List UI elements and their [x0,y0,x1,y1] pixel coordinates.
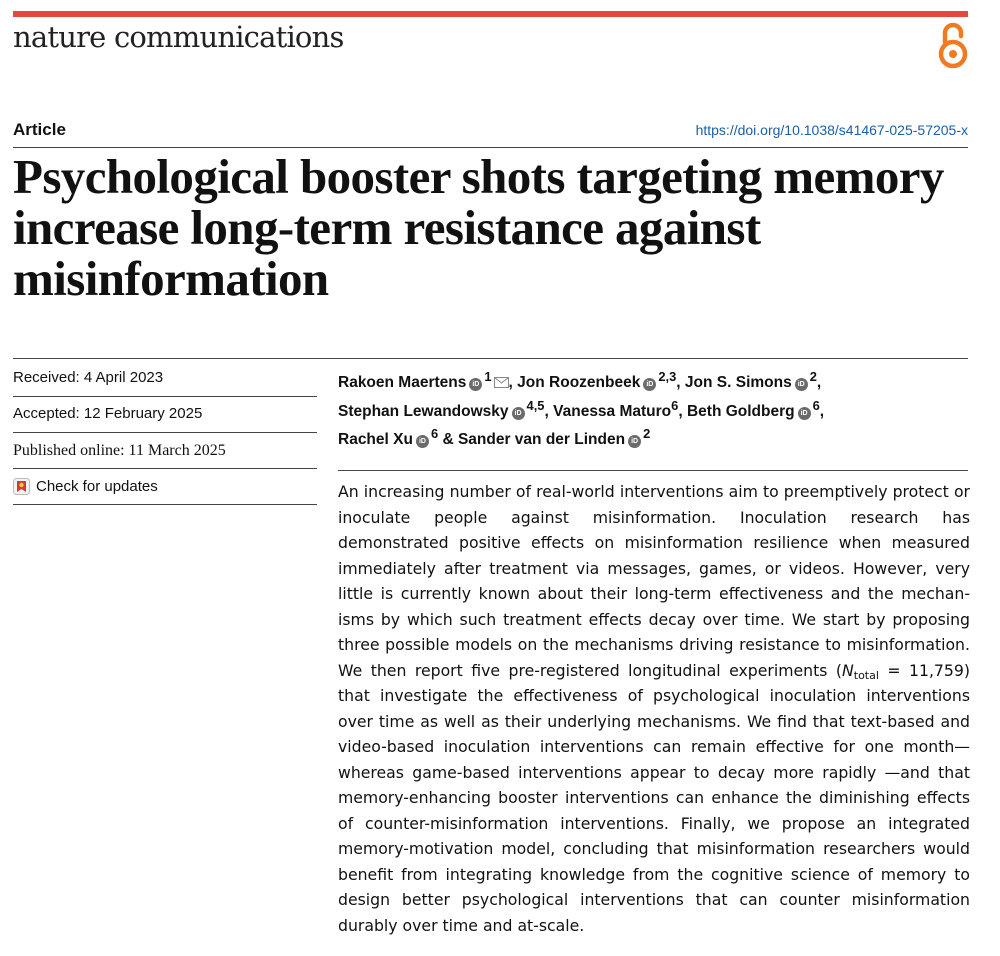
author[interactable]: Vanessa Maturo [553,402,672,420]
journal-name[interactable]: nature communications [13,20,344,54]
author[interactable]: Rachel Xu [338,431,413,449]
published-date: Published online: 11 March 2025 [13,442,226,459]
date-divider [13,396,317,397]
accent-bar [13,11,968,17]
accepted-date: Accepted: 12 February 2025 [13,405,203,422]
article-type: Article [13,120,66,139]
date-divider [13,504,317,505]
abstract: An increasing number of real-world interventions aim to preemptively protect or inoculate people against misinformation. Inoculation research has demonstrated positive effects on misinformation resilience when measured immediately after treatment via messages, games, or videos. However, very little is currently known about their long-term effectiveness and the mechanisms by which such treatment effects decay over time. We start by proposing three possible models on the mechanisms driving resistance to misinformation. We then report five pre-registered longitudinal experiments $(N_{total} = 11,759)$ that investigate the effectiveness of psychological inoculation interventions over time as well as their underlying mechanisms. We find that text-based and video-based inoculation interventions can remain effective for one month—whereas game-based interventions appear to decay more rapidly —and that memory-enhancing booster interventions can enhance the diminishing effects of counter-misinformation interventions. Finally, we propose an integrated memory-motivation model, concluding that misinformation researchers would benefit from integrating knowledge from the cognitive science of memory to design better psychological interventions that can counter misinformation durably over time and at-scale. [338,482,970,935]
orcid-icon[interactable]: iD [628,435,641,448]
orcid-icon[interactable]: iD [512,407,525,420]
date-divider [13,432,317,433]
check-for-updates-button[interactable] [13,478,158,495]
abstract-divider [338,470,968,471]
orcid-icon[interactable]: iD [643,378,656,391]
crossmark-icon [13,478,30,495]
orcid-icon[interactable]: iD [469,378,482,391]
meta-divider [13,358,968,359]
author[interactable]: Beth Goldberg [686,402,795,420]
orcid-icon[interactable]: iD [416,435,429,448]
received-date: Received: 4 April 2023 [13,369,164,386]
header-divider [13,147,968,148]
author[interactable]: Sander van der Linden [457,431,626,449]
open-access-icon [935,20,971,70]
author-list: Rakoen Maertens $iD^1$ , Jon Roozenbeek iD$^{2,3}$, Jon S. Simons $iD^2$, Stephan Lewandowsky iD$^{4,5}$, Vanessa Maturo$^6$, Beth Goldberg $iD^6$, Rachel Xu $iD^6$ & Sander van der Linden $iD^2$ [338,369,825,449]
author[interactable]: Rakoen Maertens [338,374,467,392]
date-divider [13,468,317,469]
email-icon[interactable] [494,377,509,388]
author[interactable]: Jon S. Simons [684,374,792,392]
author[interactable]: Stephan Lewandowsky [338,402,509,420]
article-title: Psychological booster shots targeting memory increase long-term resistance against misinformation [13,149,944,306]
check-updates-label: Check for updates [36,478,158,495]
author[interactable]: Jon Roozenbeek [517,374,641,392]
orcid-icon[interactable]: iD [795,378,808,391]
doi-link[interactable]: https://doi.org/10.1038/s41467-025-57205-x [695,122,968,138]
orcid-icon[interactable]: iD [798,407,811,420]
